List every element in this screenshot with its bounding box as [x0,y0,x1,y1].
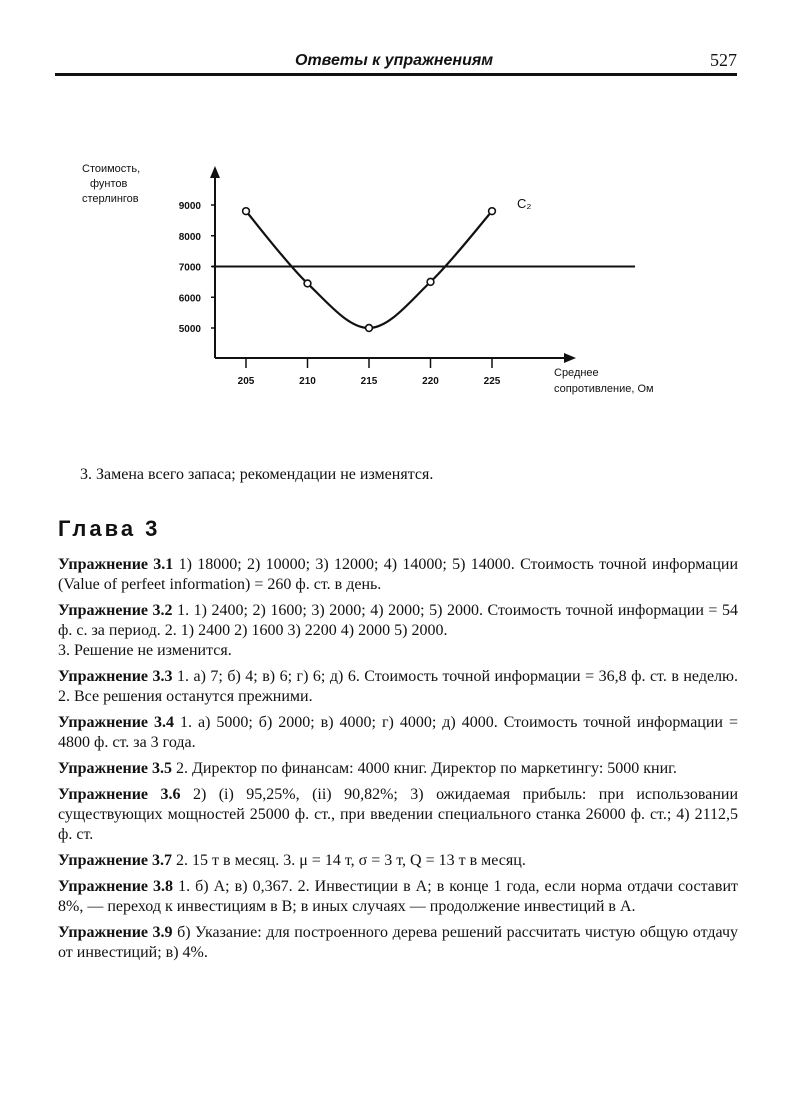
y-tick-label: 5000 [178,324,201,335]
exercise-answer: 2. Директор по финансам: 4000 книг. Директор по маркетингу: 5000 книг. [176,760,677,777]
running-title: Ответы к упражнениям [295,52,494,69]
x-axis-title [554,367,654,395]
y-tick-label: 8000 [178,231,201,243]
exercise-label: Упражнение 3.6 [58,786,181,803]
exercise-answer: 2) (i) 95,25%, (ii) 90,82%; 3) ожидаемая прибыль: при использовании существующих мощностей 25000 ф. ст., при введении специального станка 26000 ф. ст.; 4) 2112,5 ф. ст. [58,786,739,843]
x-axis-title-line: Среднее [554,367,599,379]
exercise-answer: 1. 1) 2400; 2) 1600; 3) 2000; 4) 2000; 5) 2000. Стоимость точной информации = 54 ф. с. за период. 2. 1) 2400 2) 1600 3) 2200 4) 2000 5) 2000. [58,602,739,639]
header-rule [55,73,737,76]
exercise-item [58,555,738,595]
x-axis-arrow [564,353,576,363]
x-tick-label: 220 [422,376,439,387]
y-tick-label: 9000 [178,201,201,212]
exercise-list [58,555,738,969]
x-tick-label: 205 [237,376,255,387]
exercise-item [58,877,738,917]
exercise-item [58,759,738,779]
exercise-answer: 1. а) 5000; б) 2000; в) 4000; г) 4000; д) 4000. Стоимость точной информации = 4800 ф. ст. за 3 года. [58,714,738,751]
exercise-answer: 1. б) A; в) 0,367. 2. Инвестиции в А; в конце 1 года, если норма отдачи составит 8%, — переход к инвестициям в В; в иных случаях — продолжение инвестиций в А. [58,878,739,915]
series-label: C₂ [517,196,532,212]
exercise-label: Упражнение 3.8 [58,878,174,895]
exercise-label: Упражнение 3.2 [58,602,173,619]
exercise-answer: 1) 18000; 2) 10000; 3) 12000; 4) 14000; 5) 14000. Стоимость точной информации (Value of perfeet information) = 260 ф. ст. в день. [58,556,739,593]
exercise-label: Упражнение 3.7 [58,852,173,869]
exercise-label: Упражнение 3.9 [58,924,173,941]
exercise-item [58,785,738,845]
exercise-item [58,667,738,707]
x-tick-label: 225 [483,376,501,387]
exercise-answer: б) Указание: для построенного дерева решений рассчитать чистую общую отдачу от инвестиций; в) 4%. [58,924,739,961]
data-point [243,208,250,215]
data-point [304,280,311,287]
exercise-item [58,713,738,753]
exercise-answer: 1. а) 7; б) 4; в) 6; г) 6; д) 6. Стоимость точной информации = 36,8 ф. ст. в неделю. 2. Все решения останутся прежними. [58,668,739,705]
y-axis-title-line: Стоимость, [82,163,141,175]
exercise-item [58,601,738,661]
y-axis-arrow [210,166,220,178]
x-tick-label: 210 [299,376,316,387]
exercise-label: Упражнение 3.1 [58,556,174,573]
page-header [55,52,737,74]
series-line [246,211,492,328]
y-tick-label: 7000 [178,262,201,274]
data-point [489,208,496,215]
x-axis-title-line: сопротивление, Ом [554,383,654,395]
chapter-title: Глава 3 [58,516,161,541]
exercise-item [58,851,738,871]
exercise-item [58,923,738,963]
cost-chart [80,150,720,410]
exercise-answer: 2. 15 т в месяц. 3. μ = 14 т, σ = 3 т, Q = 13 т в месяц. [176,852,526,869]
plot-area [179,166,635,387]
exercise-label: Упражнение 3.5 [58,760,173,777]
y-axis-title-line: фунтов [90,178,128,190]
note-text: 3. Замена всего запаса; рекомендации не изменятся. [80,466,434,483]
page-number: 527 [710,50,737,70]
exercise-answer-extra: 3. Решение не изменится. [58,642,232,659]
exercise-label: Упражнение 3.4 [58,714,174,731]
y-tick-label: 6000 [178,293,201,305]
data-point [427,278,434,285]
x-tick-label: 215 [360,376,378,387]
data-point [366,325,373,332]
y-axis-title [82,163,140,205]
exercise-label: Упражнение 3.3 [58,668,173,685]
y-axis-title-line: стерлингов [82,193,139,205]
